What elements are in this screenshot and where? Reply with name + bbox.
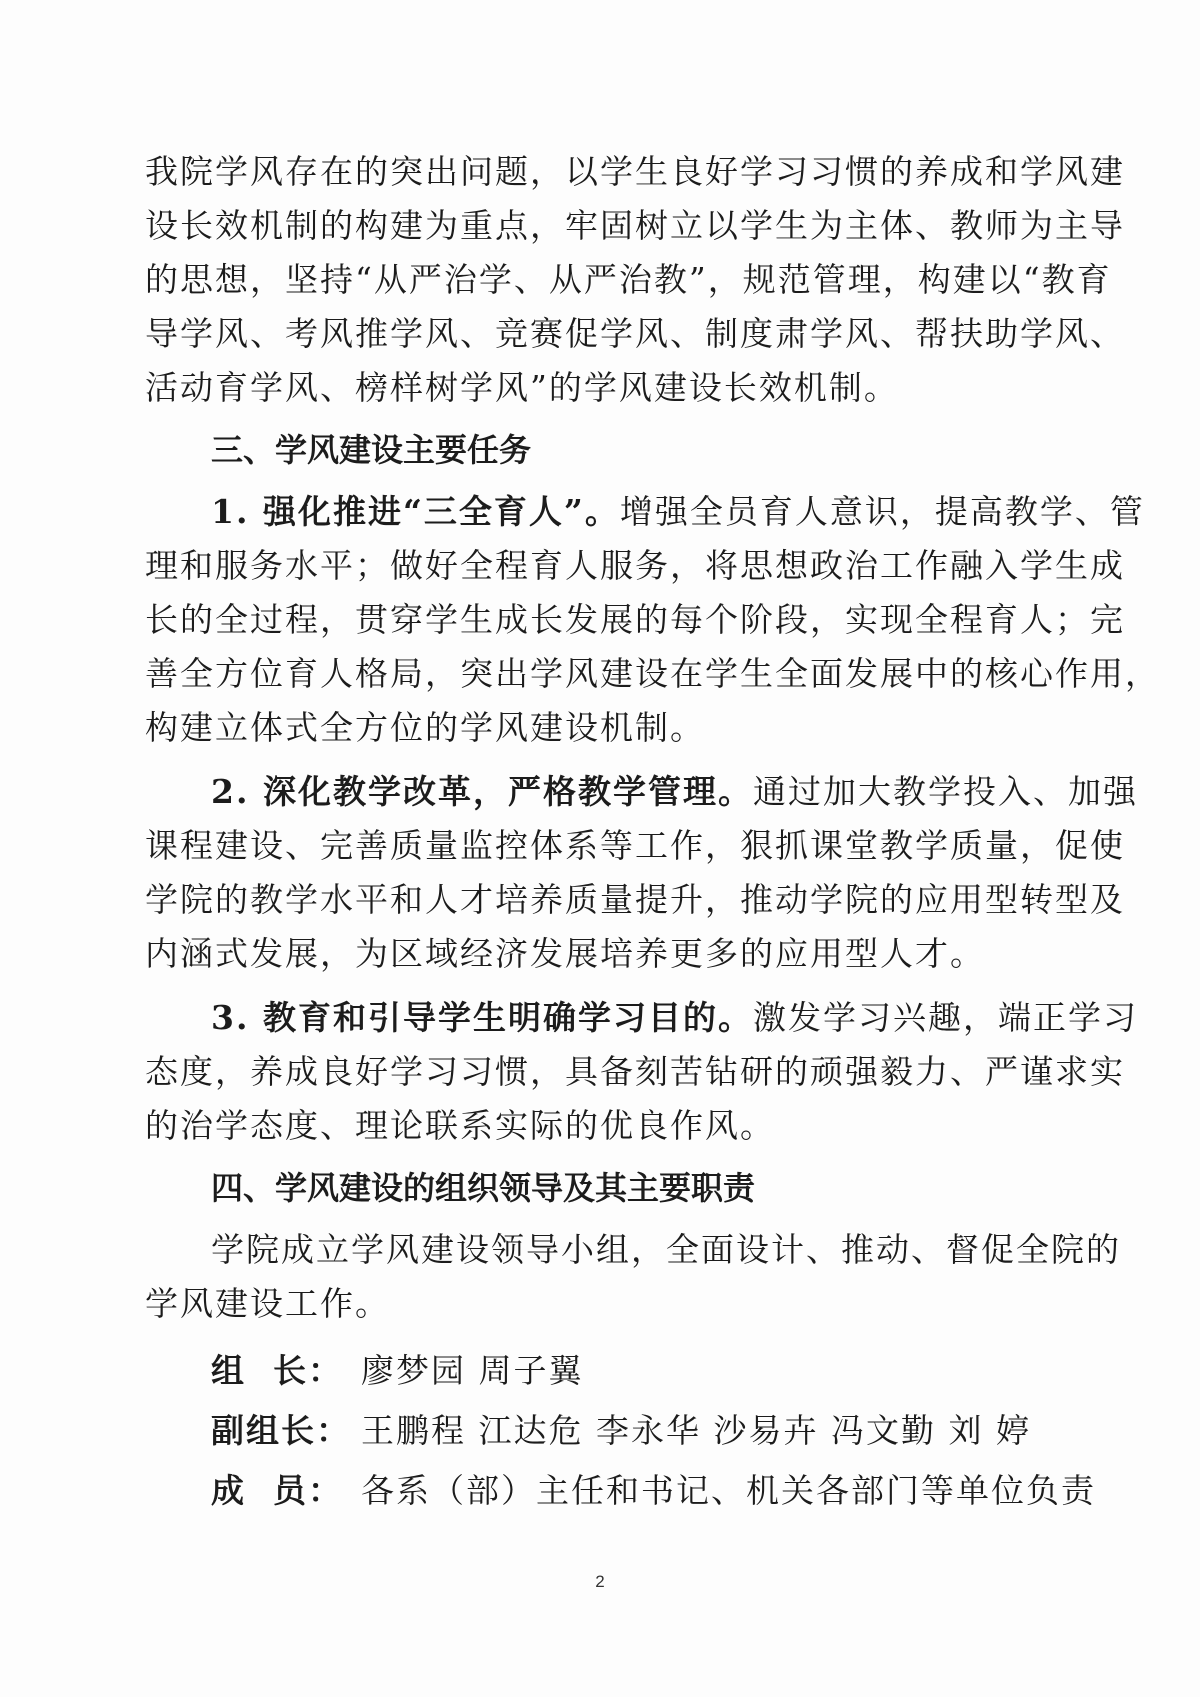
text-line: 善全方位育人格局，突出学风建设在学生全面发展中的核心作用， [145, 654, 1160, 693]
text-line: 的思想，坚持“从严治学、从严治教”，规范管理，构建以“教育 [145, 260, 1112, 299]
text-line: 课程建设、完善质量监控体系等工作，狠抓课堂教学质量，促使 [145, 826, 1125, 865]
item-lead: 2. 深化教学改革，严格教学管理。 [211, 772, 753, 811]
text-line: 我院学风存在的突出问题，以学生良好学习习惯的养成和学风建 [145, 152, 1125, 191]
text-line: 学院成立学风建设领导小组，全面设计、推动、督促全院的 [211, 1230, 1121, 1269]
leadership-paragraph [145, 1223, 1121, 1331]
section-heading: 四、学风建设的组织领导及其主要职责 [211, 1169, 756, 1207]
intro-paragraph [145, 145, 1125, 415]
text-line [145, 991, 1138, 1045]
item-text: 通过加大教学投入、加强 [752, 772, 1138, 811]
page-number: 2 [595, 1572, 605, 1591]
text-line: 设长效机制的构建为重点，牢固树立以学生为主体、教师为主导 [145, 206, 1125, 245]
roster-role: 副组长： [211, 1411, 351, 1450]
task-item-3 [145, 991, 1138, 1153]
text-line: 理和服务水平；做好全程育人服务，将思想政治工作融入学生成 [145, 546, 1125, 585]
item-lead: 1. 强化推进“三全育人”。 [211, 492, 620, 531]
task-item-2 [145, 765, 1138, 981]
roster-row [145, 1341, 1045, 1401]
roster-names: 各系（部）主任和书记、机关各部门等单位负责 [361, 1471, 1096, 1510]
text-line: 活动育学风、榜样树学风”的学风建设长效机制。 [145, 368, 899, 407]
roster-names: 廖梦园 周子翼 [361, 1351, 584, 1390]
text-line: 学风建设工作。 [145, 1284, 390, 1323]
text-line: 的治学态度、理论联系实际的优良作风。 [145, 1106, 775, 1145]
roster-role: 成 员： [211, 1471, 343, 1510]
text-line: 导学风、考风推学风、竞赛促学风、制度肃学风、帮扶助学风、 [145, 314, 1125, 353]
text-line [145, 485, 1145, 539]
text-line: 内涵式发展，为区域经济发展培养更多的应用型人才。 [145, 934, 985, 973]
text-line: 长的全过程，贯穿学生成长发展的每个阶段，实现全程育人；完 [145, 600, 1125, 639]
task-item-1 [145, 485, 1160, 755]
roster-row [145, 1401, 1045, 1461]
roster-names: 王鹏程 江达危 李永华 沙易卉 冯文勤 刘 婷 [361, 1411, 1031, 1450]
text-line: 构建立体式全方位的学风建设机制。 [145, 708, 705, 747]
text-line: 学院的教学水平和人才培养质量提升，推动学院的应用型转型及 [145, 880, 1125, 919]
section-heading: 三、学风建设主要任务 [211, 431, 532, 469]
leadership-roster [145, 1341, 1096, 1521]
roster-row [145, 1461, 1096, 1521]
item-lead: 3. 教育和引导学生明确学习目的。 [211, 998, 753, 1037]
text-line: 态度，养成良好学习习惯，具备刻苦钻研的顽强毅力、严谨求实 [145, 1052, 1125, 1091]
text-line [145, 765, 1138, 819]
document-body [145, 145, 1160, 1521]
roster-role: 组 长： [211, 1351, 343, 1390]
item-text: 激发学习兴趣，端正学习 [752, 998, 1138, 1037]
item-text: 增强全员育人意识，提高教学、管 [619, 492, 1145, 531]
